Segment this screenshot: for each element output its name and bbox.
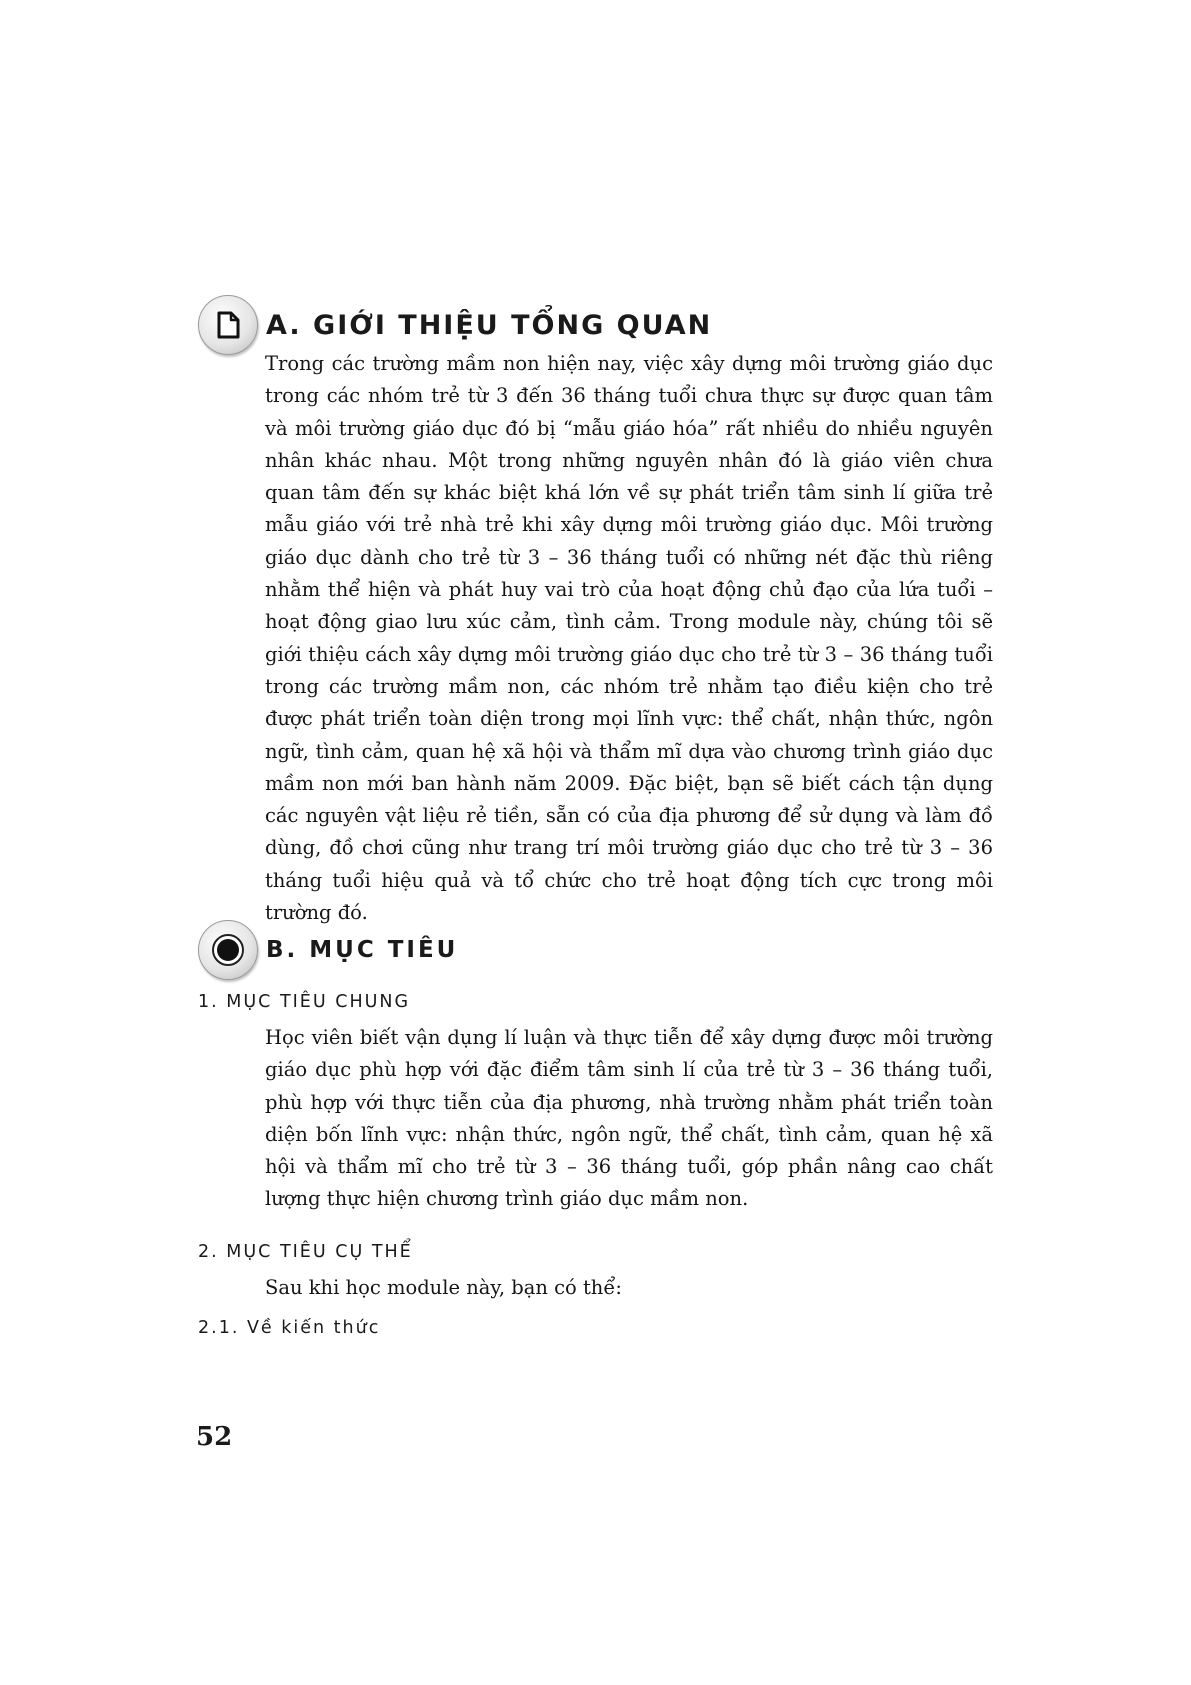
general-goal-paragraph: Học viên biết vận dụng lí luận và thực tiễn để xây dựng được môi trường giáo dục phù hợp với đặc điểm tâm sinh lí của trẻ từ 3 – 36 tháng tuổi, phù hợp với thực tiễn của địa phương, nhà trường nhằm phát triển toàn diện bốn lĩnh vực: nhận thức, ngôn ngữ, thể chất, tình cảm, quan hệ xã hội và thẩm mĩ cho trẻ từ 3 – 36 tháng tuổi, góp phần nâng cao chất lượng thực hiện chương trình giáo dục mầm non. xyxy=(265,1026,993,1211)
document-icon xyxy=(198,295,258,355)
target-icon xyxy=(198,920,258,980)
specific-goal-paragraph: Sau khi học module này, bạn có thể: xyxy=(265,1276,622,1299)
knowledge-heading: 2.1. Về kiến thức xyxy=(198,1318,381,1338)
general-goal-heading: 1. MỤC TIÊU CHUNG xyxy=(198,992,411,1012)
page-number: 52 xyxy=(196,1422,233,1452)
section-b-title: B. MỤC TIÊU xyxy=(266,937,459,963)
specific-goal-heading: 2. MỤC TIÊU CỤ THỂ xyxy=(198,1242,413,1262)
section-a-title: A. GIỚI THIỆU TỔNG QUAN xyxy=(266,309,713,341)
section-a-heading xyxy=(198,295,712,355)
section-b-heading xyxy=(198,920,458,980)
intro-paragraph: Trong các trường mầm non hiện nay, việc xây dựng môi trường giáo dục trong các nhóm trẻ từ 3 đến 36 tháng tuổi chưa thực sự được quan tâm và môi trường giáo dục đó bị “mẫu giáo hóa” rất nhiều do nhiều nguyên nhân khác nhau. Một trong những nguyên nhân đó là giáo viên chưa quan tâm đến sự khác biệt khá lớn về sự phát triển tâm sinh lí giữa trẻ mẫu giáo với trẻ nhà trẻ khi xây dựng môi trường giáo dục. Môi trường giáo dục dành cho trẻ từ 3 – 36 tháng tuổi có những nét đặc thù riêng nhằm thể hiện và phát huy vai trò của hoạt động chủ đạo của lứa tuổi – hoạt động giao lưu xúc cảm, tình cảm. Trong module này, chúng tôi sẽ giới thiệu cách xây dựng môi trường giáo dục cho trẻ từ 3 – 36 tháng tuổi trong các trường mầm non, các nhóm trẻ nhằm tạo điều kiện cho trẻ được phát triển toàn diện trong mọi lĩnh vực: thể chất, nhận thức, ngôn ngữ, tình cảm, quan hệ xã hội và thẩm mĩ dựa vào chương trình giáo dục mầm non mới ban hành năm 2009. Đặc biệt, bạn sẽ biết cách tận dụng các nguyên vật liệu rẻ tiền, sẵn có của địa phương để sử dụng và làm đồ dùng, đồ chơi cũng như trang trí môi trường giáo dục cho trẻ từ 3 – 36 tháng tuổi hiệu quả và tổ chức cho trẻ hoạt động tích cực trong môi trường đó. xyxy=(265,352,993,925)
